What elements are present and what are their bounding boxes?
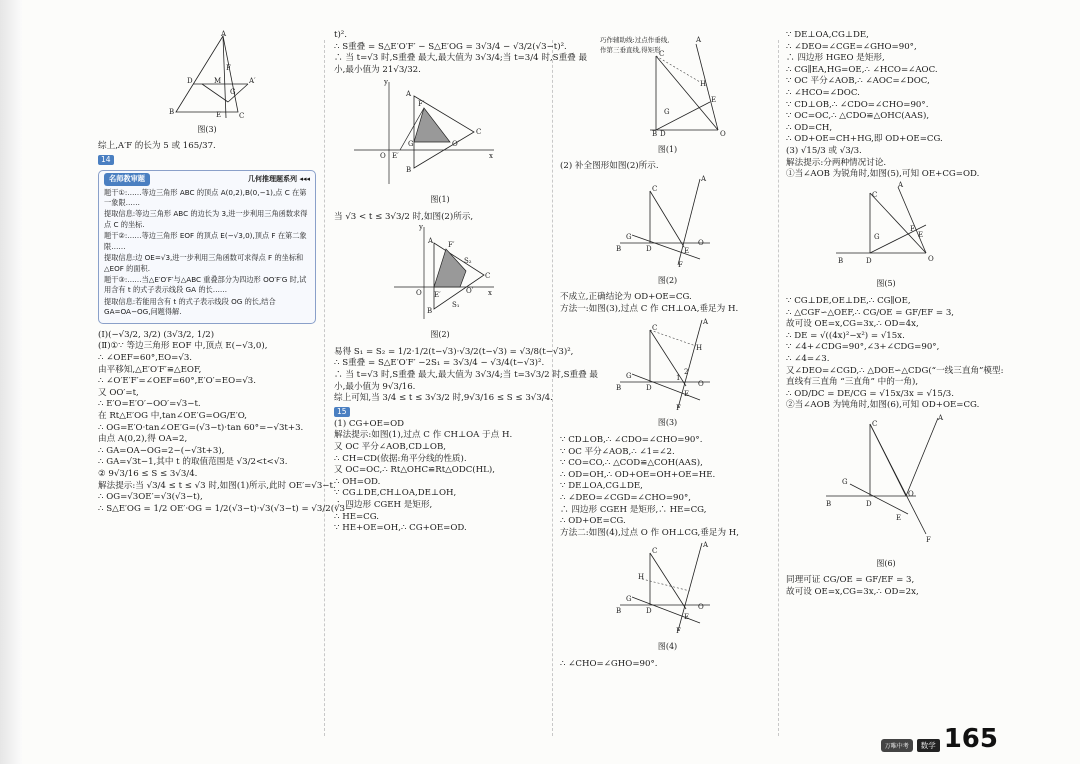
svg-text:O: O xyxy=(908,490,914,499)
text-line: ∴ S重叠 = S△E′O′F′ −2S₁ = 3√3/4 − √3/4(t−√3)². xyxy=(334,358,545,369)
coordinate-figure xyxy=(334,223,544,323)
box-title: 名师教审题 xyxy=(104,173,150,185)
svg-text:F: F xyxy=(226,64,231,72)
svg-text:F′: F′ xyxy=(448,241,455,250)
svg-text:F: F xyxy=(678,260,683,269)
svg-text:G: G xyxy=(874,232,880,241)
text-line: 解法提示:当 √3/4 ≤ t ≤ √3 时,如图(1)所示,此时 OE′=√3−t. xyxy=(98,480,336,491)
svg-text:G: G xyxy=(664,108,670,116)
text-line: 当 √3 < t ≤ 3√3/2 时,如图(2)所示, xyxy=(334,211,474,222)
question-number-14: 14 xyxy=(98,155,114,165)
svg-text:E: E xyxy=(896,514,902,523)
svg-text:A: A xyxy=(938,414,944,423)
svg-text:巧作辅助线:过点作垂线,: 巧作辅助线:过点作垂线, xyxy=(600,36,670,44)
svg-text:A: A xyxy=(696,36,702,44)
text-line: t)². xyxy=(334,30,347,40)
text-line: ∴ ∠O′E′F′=∠OEF=60°,E′O′=EO=√3. xyxy=(98,376,256,387)
svg-text:A: A xyxy=(428,237,434,246)
figure-1-coordinate xyxy=(334,76,546,205)
box-paragraph: 提取信息:若能用含有 t 的式子表示线段 OG 的长,结合 GA=OA−OG,问题得解. xyxy=(104,296,276,317)
text-line: 由点 A(0,2),得 OA=2, xyxy=(98,434,188,445)
box-paragraph: 题干②:……等边三角形 EOF 的顶点 E(−√3,0),顶点 F 在第二象限…… xyxy=(104,231,307,251)
text-line: ∵ CO=CO,∴ △COD≌△COH(AAS), xyxy=(560,458,703,469)
text-line: ∴ GA=OA−OG=2−(−√3t+3), xyxy=(98,445,225,456)
svg-text:x: x xyxy=(488,289,492,298)
svg-text:C: C xyxy=(652,184,658,193)
text-line: (2) 补全图形如图(2)所示. xyxy=(560,161,659,172)
svg-text:B: B xyxy=(652,130,658,138)
text-line: ∵ DE⊥OA,CG⊥DE, xyxy=(560,481,643,492)
text-line: ∴ DE = √((4x)²−x²) = √15x. xyxy=(786,330,905,341)
svg-text:x: x xyxy=(489,152,493,161)
svg-text:D: D xyxy=(646,607,652,616)
box-paragraph: 提取信息:边 OE=√3,进一步利用三角函数可求得点 F 的坐标和△EOF 的面积. xyxy=(104,253,304,273)
svg-text:S₁: S₁ xyxy=(452,301,460,310)
column-divider xyxy=(324,40,325,736)
svg-text:E′: E′ xyxy=(434,291,441,300)
svg-text:A: A xyxy=(703,317,709,326)
text-line: ∴ △CGF∽△OEF,∴ CG/OE = GF/EF = 3, xyxy=(786,307,955,318)
text-line: 又∠DEO=∠CGD,∴ △DOE∽△CDG(“一线三直角”模型: xyxy=(786,365,1004,376)
book-spine-shadow xyxy=(0,0,22,764)
text-line: ∴ OD+OE=CG. xyxy=(560,516,626,527)
figure-3-angle xyxy=(560,316,775,429)
svg-text:2: 2 xyxy=(684,367,689,376)
text-line: ∴ 四边形 CGEH 是矩形,∴ HE=CG, xyxy=(560,504,707,515)
svg-text:B: B xyxy=(427,307,433,316)
svg-text:G: G xyxy=(408,140,414,149)
text-line: ∵ CG⊥DE,CH⊥OA,DE⊥OH, xyxy=(334,488,457,499)
text-line: 直线有三直角 “三直角” 中的一角), xyxy=(786,377,919,388)
text-line: ∴ GA=√3t−1,其中 t 的取值范围是 √3/2<t<√3. xyxy=(98,457,288,468)
subject-label: 数学 xyxy=(917,739,940,752)
text-line: ∴ ∠DEO=∠CGE=∠GHO=90°, xyxy=(786,41,917,52)
svg-text:E: E xyxy=(216,111,222,119)
svg-text:O′: O′ xyxy=(466,287,474,296)
text-line: 综上可知,当 3/4 ≤ t ≤ 3√3/2 时,9√3/16 ≤ S ≤ 3√3/4. xyxy=(334,393,553,404)
figure-3-top xyxy=(98,30,316,135)
figure-caption: 图(2) xyxy=(657,275,678,285)
box-series: 几何推理题系列 ◂◂◂ xyxy=(248,175,310,184)
svg-text:C: C xyxy=(239,112,245,120)
svg-text:y: y xyxy=(419,223,423,232)
svg-text:A: A xyxy=(703,541,709,550)
svg-text:B: B xyxy=(616,244,622,253)
figure-5-angle xyxy=(786,181,986,290)
question-number-15: 15 xyxy=(334,407,350,417)
text-line: ∴ OD=CH, xyxy=(786,122,833,133)
svg-text:O: O xyxy=(928,254,934,263)
svg-text:C: C xyxy=(652,323,658,332)
column-4 xyxy=(786,30,1004,599)
text-line: ∴ E′O=E′O′−OO′=√3−t. xyxy=(98,399,201,410)
text-line: 易得 S₁ = S₂ = 1/2·1/2(t−√3)·√3/2(t−√3) = √3/8(t−√3)², xyxy=(334,346,574,357)
svg-text:H: H xyxy=(638,573,645,582)
box-paragraph: 题干①:……等边三角形 ABC 的顶点 A(0,2),B(0,−1),点 C 在第一象限…… xyxy=(104,187,307,207)
text-line: ∴ 当 t=√3 时,S重叠 最大,最大值为 3√3/4;当 t=3/4 时,S重叠 最 xyxy=(334,53,588,64)
svg-text:D: D xyxy=(187,77,193,85)
figure-6-angle xyxy=(786,412,986,569)
text-line: ②当∠AOB 为钝角时,如图(6),可知 OD+OE=CG. xyxy=(786,400,980,411)
page-number: 165 xyxy=(943,724,998,754)
text-line: ∵ OC 平分∠AOB,∴ ∠1=∠2. xyxy=(560,446,675,457)
svg-text:D: D xyxy=(660,130,666,138)
svg-text:O: O xyxy=(720,130,726,138)
figure-caption: 图(4) xyxy=(657,641,678,651)
geometry-figure xyxy=(560,30,775,138)
figure-caption: 图(3) xyxy=(657,418,678,428)
svg-text:B: B xyxy=(406,166,412,175)
svg-text:G: G xyxy=(626,232,632,241)
text-line: 小,最小值为 9√3/16. xyxy=(334,381,416,392)
text-line: 解法提示:分两种情况讨论. xyxy=(786,157,887,168)
text-line: ∵ CD⊥OB,∴ ∠CDO=∠CHO=90°. xyxy=(560,434,703,445)
svg-text:E: E xyxy=(918,230,924,239)
figure-4-angle xyxy=(560,539,775,652)
text-line: ∴ S重叠 = S△E′O′F′ − S△E′OG = 3√3/4 − √3/2(√3−t)². xyxy=(334,41,567,52)
svg-text:E: E xyxy=(684,389,690,398)
figure-caption: 图(6) xyxy=(876,558,896,568)
svg-text:S₂: S₂ xyxy=(464,257,472,266)
text-line: ∴ S△E′OG = 1/2 OE′·OG = 1/2(√3−t)·√3(√3−t) = √3/2(√3− xyxy=(98,503,353,514)
svg-text:D: D xyxy=(646,383,652,392)
text-line: ∵ HE+OE=OH,∴ CG+OE=OD. xyxy=(334,523,467,534)
text-line: ∴ CH=CD(依据:角平分线的性质). xyxy=(334,453,467,464)
text-line: 由平移知,△E′O′F′≌△EOF, xyxy=(98,364,202,375)
figure-caption: 图(1) xyxy=(657,144,678,154)
svg-text:O: O xyxy=(698,603,704,612)
svg-text:E′: E′ xyxy=(392,152,399,161)
svg-text:A: A xyxy=(898,180,904,189)
text-line: 方法一:如图(3),过点 C 作 CH⊥OA,垂足为 H. xyxy=(560,303,739,314)
text-line: 不成立,正确结论为 OD+OE=CG. xyxy=(560,292,692,303)
svg-text:D: D xyxy=(866,256,872,265)
geometry-figure xyxy=(786,181,986,273)
figure-2-coordinate xyxy=(334,223,546,340)
svg-text:D: D xyxy=(646,244,652,253)
svg-text:E: E xyxy=(711,96,717,104)
svg-text:y: y xyxy=(384,78,388,87)
svg-text:C: C xyxy=(659,50,665,58)
text-line: ∴ 当 t=√3 时,S重叠 最大,最大值为 3√3/4;当 t=3√3/2 时,S重叠 最 xyxy=(334,369,599,380)
text-line: ∴ OG=√3OE′=√3(√3−t), xyxy=(98,492,203,503)
coordinate-figure xyxy=(334,76,544,188)
text-line: ∴ ∠OEF=60°,EO=√3. xyxy=(98,352,193,363)
figure-caption: 图(1) xyxy=(430,194,450,204)
svg-text:F: F xyxy=(676,627,681,636)
page-footer xyxy=(881,726,998,752)
text-line: ∴ CG∥EA,HG=OE,∴ ∠HCO=∠AOC. xyxy=(786,64,938,75)
svg-text:C: C xyxy=(872,420,878,429)
text-line: 在 Rt△E′OG 中,tan∠OE′G=OG/E′O, xyxy=(98,410,248,421)
text-line: ∴ 四边形 CGEH 是矩形, xyxy=(334,500,433,510)
svg-text:B: B xyxy=(838,256,844,265)
column-3 xyxy=(560,30,775,670)
svg-text:B: B xyxy=(169,108,175,116)
svg-text:F: F xyxy=(676,403,681,412)
text-line: ② 9√3/16 ≤ S ≤ 3√3/4. xyxy=(98,468,198,479)
svg-text:G: G xyxy=(842,478,848,487)
figure-2-angle xyxy=(560,173,775,286)
text-line: ∵ ∠4+∠CDG=90°,∠3+∠CDG=90°, xyxy=(786,342,940,353)
text-line: ∴ ∠HCO=∠DOC. xyxy=(786,87,860,98)
svg-text:C: C xyxy=(476,128,482,137)
text-line: ①当∠AOB 为锐角时,如图(5),可知 OE+CG=OD. xyxy=(786,169,980,180)
svg-text:A′: A′ xyxy=(249,77,256,85)
svg-text:E: E xyxy=(684,246,690,255)
svg-text:A: A xyxy=(701,174,707,183)
column-divider xyxy=(552,40,553,736)
text-line: 又 OO′=t, xyxy=(98,387,139,398)
text-line: 小,最小值为 21√3/32. xyxy=(334,64,421,75)
geometry-figure xyxy=(98,30,308,118)
text-line: ∵ DE⊥OA,CG⊥DE, xyxy=(786,30,869,40)
svg-text:O: O xyxy=(698,379,704,388)
text-line: ∵ CD⊥OB,∴ ∠CDO=∠CHO=90°. xyxy=(786,99,929,110)
figure-caption: 图(2) xyxy=(430,329,450,339)
teacher-review-box xyxy=(98,170,316,324)
summary-text: 综上,A′F 的长为 5 或 165/37. xyxy=(98,141,216,152)
svg-text:C: C xyxy=(872,190,878,199)
svg-text:B: B xyxy=(826,500,832,509)
figure-caption: 图(3) xyxy=(197,124,217,134)
geometry-figure xyxy=(786,412,986,552)
text-line: ∵ OC 平分∠AOB,∴ ∠AOC=∠DOC, xyxy=(786,76,930,87)
svg-text:E: E xyxy=(684,613,690,622)
geometry-figure xyxy=(560,173,775,269)
text-line: ∴ HE=CG. xyxy=(334,511,380,522)
figure-1-angle xyxy=(560,30,775,155)
text-line: 解法提示:如图(1),过点 C 作 CH⊥OA 于点 H. xyxy=(334,430,513,441)
box-paragraph: 题干③:……当△E′O′F′与△ABC 重叠部分为四边形 OO′F′G 时,试用含有 t 的式子表示线段 GA 的长…… xyxy=(104,275,307,295)
text-line: ∴ ∠4=∠3. xyxy=(786,354,830,365)
svg-text:C: C xyxy=(485,272,491,281)
text-line: ∵ CG⊥DE,OE⊥DE,∴ CG∥OE, xyxy=(786,296,911,307)
text-line: ∴ OD/DC = DE/CG = √15x/3x = √15/3. xyxy=(786,388,954,399)
text-line: 又 OC 平分∠AOB,CD⊥OB, xyxy=(334,442,447,453)
publisher-logo: 万唯中考 xyxy=(881,739,913,752)
text-line: (3) √15/3 或 √3/3. xyxy=(786,145,862,156)
svg-text:H: H xyxy=(696,343,703,352)
svg-text:作第三垂直线,得矩形: 作第三垂直线,得矩形 xyxy=(600,46,661,54)
svg-text:D: D xyxy=(866,500,872,509)
svg-text:A: A xyxy=(406,90,412,99)
svg-text:F: F xyxy=(910,224,915,233)
text-line: ∴ 四边形 HGEO 是矩形, xyxy=(786,53,885,64)
text-line: 故可设 OE=x,CG=3x,∴ OD=4x, xyxy=(786,319,919,330)
text-line: ∴ OH=OD. xyxy=(334,476,381,487)
svg-text:O: O xyxy=(416,289,422,298)
svg-text:1: 1 xyxy=(676,373,681,382)
svg-text:A: A xyxy=(221,30,227,38)
svg-text:G: G xyxy=(230,88,236,96)
column-divider xyxy=(778,40,779,736)
geometry-figure xyxy=(560,539,775,635)
svg-text:F: F xyxy=(926,536,931,545)
svg-text:O′: O′ xyxy=(452,140,460,149)
text-line: ∵ OC=OC,∴ △CDO≌△OHC(AAS), xyxy=(786,111,930,122)
svg-text:C: C xyxy=(652,547,658,556)
svg-text:O: O xyxy=(698,238,704,247)
geometry-figure xyxy=(560,316,775,412)
text-line: ∴ ∠CHO=∠GHO=90°. xyxy=(560,658,658,669)
svg-text:O: O xyxy=(380,152,386,161)
text-line: ∴ OD=OH,∴ OD+OE=OH+OE=HE. xyxy=(560,469,716,480)
svg-text:H: H xyxy=(700,80,707,88)
text-line: ∴ OD+OE=CH+HG,即 OD+OE=CG. xyxy=(786,134,943,145)
figure-caption: 图(5) xyxy=(876,279,896,289)
svg-text:F′: F′ xyxy=(418,100,425,109)
svg-text:B: B xyxy=(616,607,622,616)
text-line: (1) CG+OE=OD xyxy=(334,418,405,429)
svg-text:M: M xyxy=(214,77,222,85)
svg-text:B: B xyxy=(616,383,622,392)
text-line: ∴ OG=E′O·tan∠OE′G=(√3−t)·tan 60°=−√3t+3. xyxy=(98,422,304,433)
text-line: (Ⅱ)①∵ 等边三角形 EOF 中,顶点 E(−√3,0), xyxy=(98,341,268,352)
text-line: 同理可证 CG/OE = GF/EF = 3, xyxy=(786,575,915,586)
text-line: 故可设 OE=x,CG=3x,∴ OD=2x, xyxy=(786,587,919,598)
svg-text:G: G xyxy=(626,371,632,380)
svg-text:G: G xyxy=(626,595,632,604)
text-line: 方法二:如图(4),过点 O 作 OH⊥CG,垂足为 H, xyxy=(560,527,740,538)
text-line: ∴ ∠DEO=∠CGD=∠CHO=90°, xyxy=(560,492,692,503)
box-paragraph: 提取信息:等边三角形 ABC 的边长为 3,进一步利用三角函数求得点 C 的坐标. xyxy=(104,209,308,229)
text-line: (Ⅰ)(−√3/2, 3/2) (3√3/2, 1/2) xyxy=(98,329,215,340)
text-line: 又 OC=OC,∴ Rt△OHC≌Rt△ODC(HL), xyxy=(334,465,495,476)
